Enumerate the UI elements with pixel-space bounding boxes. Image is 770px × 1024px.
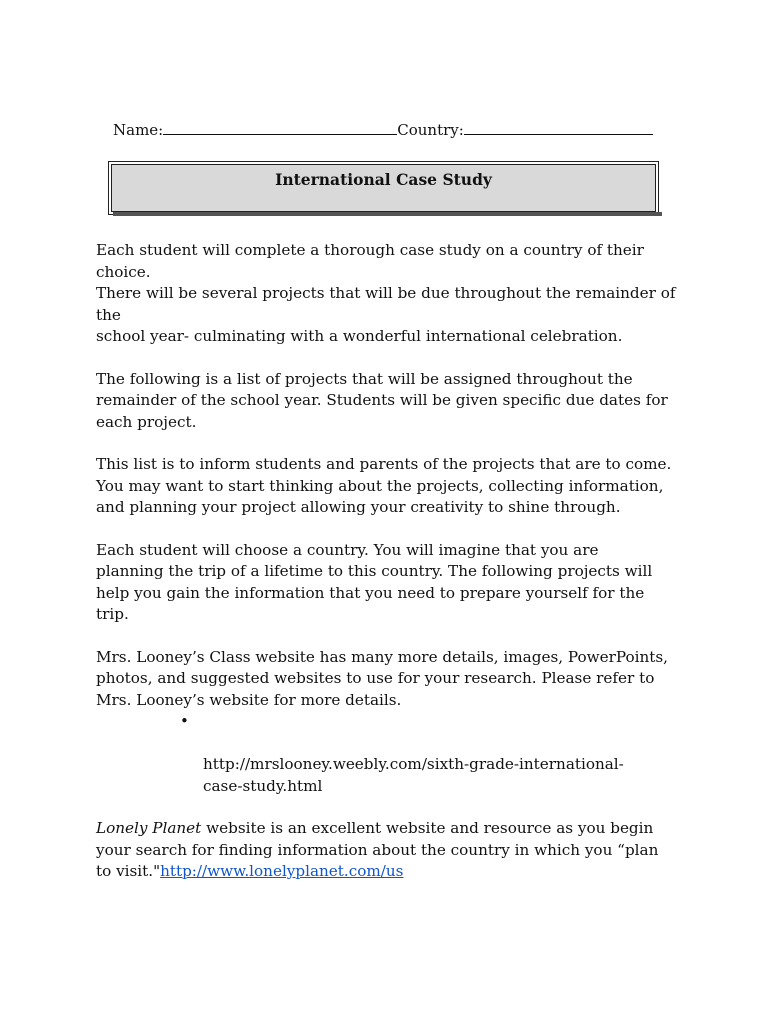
title-box <box>108 161 659 215</box>
paragraph-lonely-planet <box>96 818 696 883</box>
lonely-planet-link[interactable]: http://www.lonelyplanet.com/us <box>160 862 404 880</box>
paragraph-projects-list: The following is a list of projects that will be assigned throughout the remainder of the school year. Students will be given specific due dates for each project. <box>96 369 668 431</box>
list-item <box>96 711 696 797</box>
document-title: International Case Study <box>275 170 492 189</box>
name-country-line <box>113 120 673 140</box>
bullet-icon: • <box>180 712 189 730</box>
country-label: Country: <box>397 121 464 139</box>
paragraph-choose-country: Each student will choose a country. You will imagine that you are planning the trip of a lifetime to this country. The following projects will help you gain the information that you need to prepare yourself for the trip. <box>96 540 653 623</box>
lonely-planet-text: website is an excellent website and resource as you begin your search for finding information about the country in which you “plan to visit." <box>96 819 659 880</box>
body-text <box>96 240 696 904</box>
paragraph-inform: This list is to inform students and parents of the projects that are to come. You may want to start thinking about the projects, collecting information, and planning your project allowing your creativity to shine through. <box>96 455 672 516</box>
country-blank-line <box>464 120 653 135</box>
class-website-url: http://mrslooney.weebly.com/sixth-grade-international- case-study.html <box>203 755 624 795</box>
website-list <box>96 711 696 797</box>
paragraph-class-website: Mrs. Looney’s Class website has many more details, images, PowerPoints, photos, and suggested websites to use for your research. Please refer to Mrs. Looney’s website for more details. <box>96 647 668 709</box>
paragraph-intro: Each student will complete a thorough case study on a country of their choice. There will be several projects that will be due throughout the remainder of the school year- culminating with a wonderful international celebration. <box>96 241 676 345</box>
lonely-planet-title: Lonely Planet <box>96 819 202 837</box>
name-label: Name: <box>113 121 164 139</box>
name-blank-line <box>163 120 397 135</box>
